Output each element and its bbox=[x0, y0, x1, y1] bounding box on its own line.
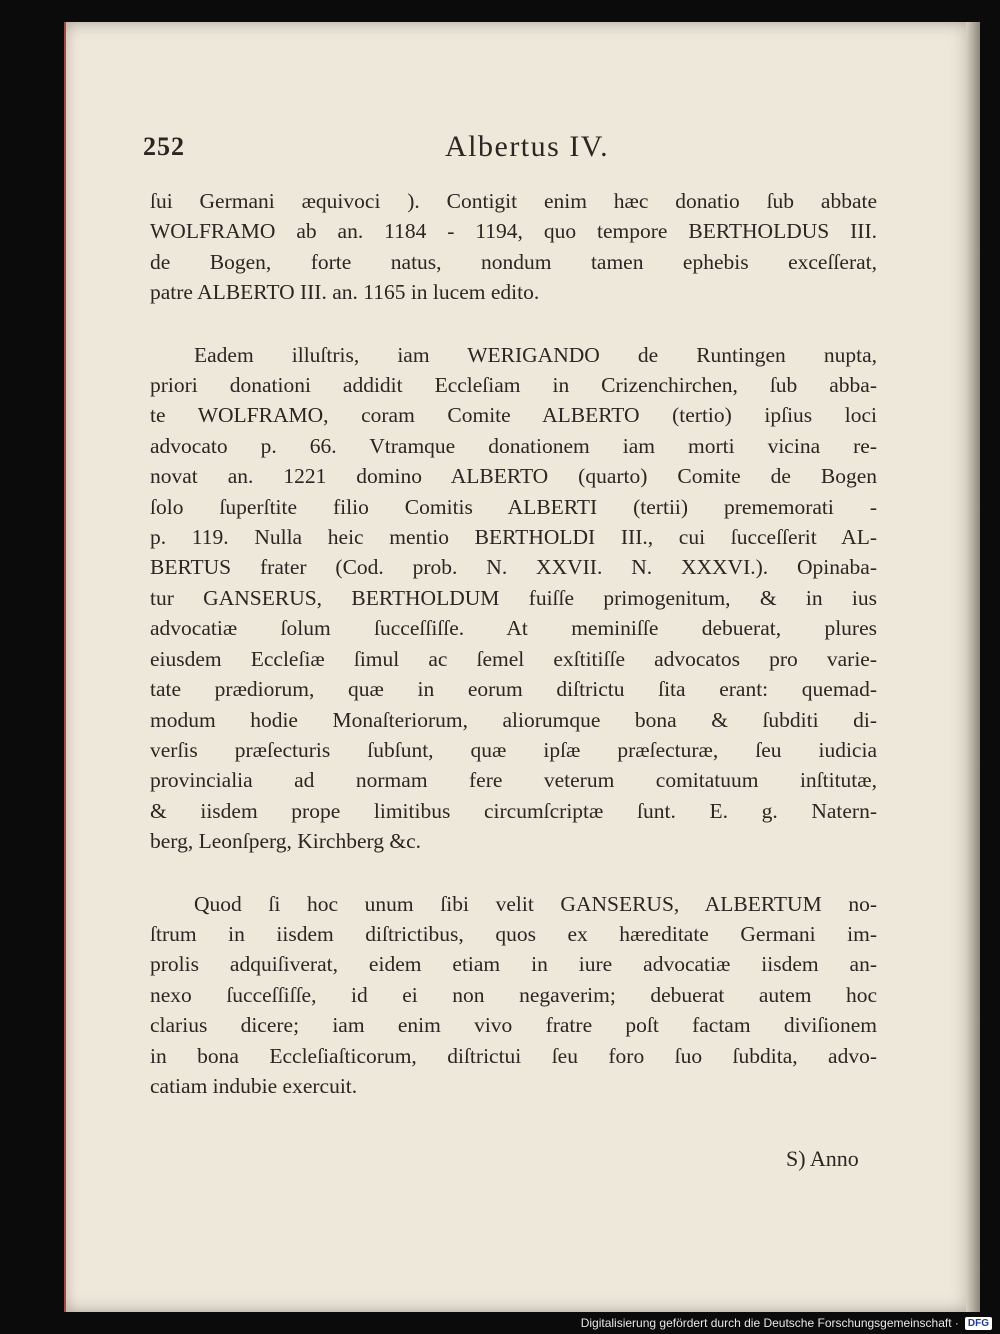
running-title: Albertus IV. bbox=[445, 130, 610, 163]
text-line: advocatiæ ſolum ſucceſſiſſe. At meminiſſe debuerat, plures bbox=[150, 616, 877, 641]
text-line: in bona Eccleſiaſticorum, diſtrictui ſeu foro ſuo ſubdita, advo- bbox=[150, 1043, 877, 1068]
text-line: modum hodie Monaſteriorum, aliorumque bona & ſubditi di- bbox=[150, 707, 877, 732]
text-line: ſui Germani æquivoci ). Contigit enim hæc donatio ſub abbate bbox=[150, 189, 877, 213]
page-edge-shadow bbox=[966, 22, 980, 1312]
digitization-footer bbox=[581, 1316, 992, 1330]
text-line: nexo ſucceſſiſſe, id ei non negaverim; debuerat autem hoc bbox=[150, 982, 877, 1007]
text-line: ſolo ſuperſtite filio Comitis ALBERTI (tertii) prememorati - bbox=[150, 494, 877, 519]
page-number: 252 bbox=[143, 132, 185, 161]
text-line: BERTUS frater (Cod. prob. N. XXVII. N. XXXVI.). Opinaba- bbox=[150, 555, 877, 580]
text-line: eiusdem Eccleſiæ ſimul ac ſemel exſtitiſſe advocatos pro varie- bbox=[150, 646, 877, 671]
text-line: prolis adquiſiverat, eidem etiam in iure advocatiæ iisdem an- bbox=[150, 952, 877, 977]
text-line: provincialia ad normam fere veterum comitatuum inſtitutæ, bbox=[150, 768, 877, 793]
footer-credit: Digitalisierung gefördert durch die Deutsche Forschungsgemeinschaft · bbox=[580, 1316, 959, 1330]
text-body bbox=[150, 186, 877, 1133]
text-line: Eadem illuſtris, iam WERIGANDO de Runtingen nupta, bbox=[194, 342, 877, 367]
text-line: ſtrum in iisdem diſtrictibus, quos ex hæreditate Germani im- bbox=[150, 921, 877, 946]
text-line: p. 119. Nulla heic mentio BERTHOLDI III., cui ſucceſſerit AL- bbox=[150, 525, 877, 550]
paragraph-2 bbox=[150, 340, 877, 857]
text-line: catiam indubie exercuit. bbox=[150, 1073, 358, 1098]
paragraph-3 bbox=[150, 889, 877, 1102]
page-header bbox=[143, 130, 783, 166]
text-line: tur GANSERUS, BERTHOLDUM fuiſſe primogenitum, & in ius bbox=[150, 585, 877, 610]
text-line: te WOLFRAMO, coram Comite ALBERTO (tertio) ipſius loci bbox=[150, 403, 877, 428]
text-line: tate prædiorum, quæ in eorum diſtrictu ſita erant: quemad- bbox=[150, 677, 877, 702]
dfg-logo: DFG bbox=[965, 1317, 992, 1330]
text-line: verſis præſecturis ſubſunt, quæ ipſæ præſecturæ, ſeu iudicia bbox=[150, 737, 877, 762]
text-line: clarius dicere; iam enim vivo fratre poſt factam diviſionem bbox=[150, 1013, 877, 1038]
text-line: Quod ſi hoc unum ſibi velit GANSERUS, ALBERTUM no- bbox=[194, 891, 877, 916]
text-line: berg, Leonſperg, Kirchberg &c. bbox=[150, 829, 422, 854]
text-line: WOLFRAMO ab an. 1184 - 1194, quo tempore BERTHOLDUS III. bbox=[150, 219, 877, 244]
text-line: & iisdem prope limitibus circumſcriptæ ſunt. E. g. Natern- bbox=[150, 798, 877, 823]
text-line: priori donationi addidit Eccleſiam in Crizenchirchen, ſub abba- bbox=[150, 373, 877, 398]
catchword: S) Anno bbox=[786, 1146, 859, 1171]
text-line: novat an. 1221 domino ALBERTO (quarto) Comite de Bogen bbox=[150, 464, 877, 489]
text-line: advocato p. 66. Vtramque donationem iam morti vicina re- bbox=[150, 433, 877, 458]
paragraph-1 bbox=[150, 186, 877, 308]
text-line: patre ALBERTO III. an. 1165 in lucem edito. bbox=[150, 280, 540, 305]
text-line: de Bogen, forte natus, nondum tamen ephebis exceſſerat, bbox=[150, 249, 877, 274]
